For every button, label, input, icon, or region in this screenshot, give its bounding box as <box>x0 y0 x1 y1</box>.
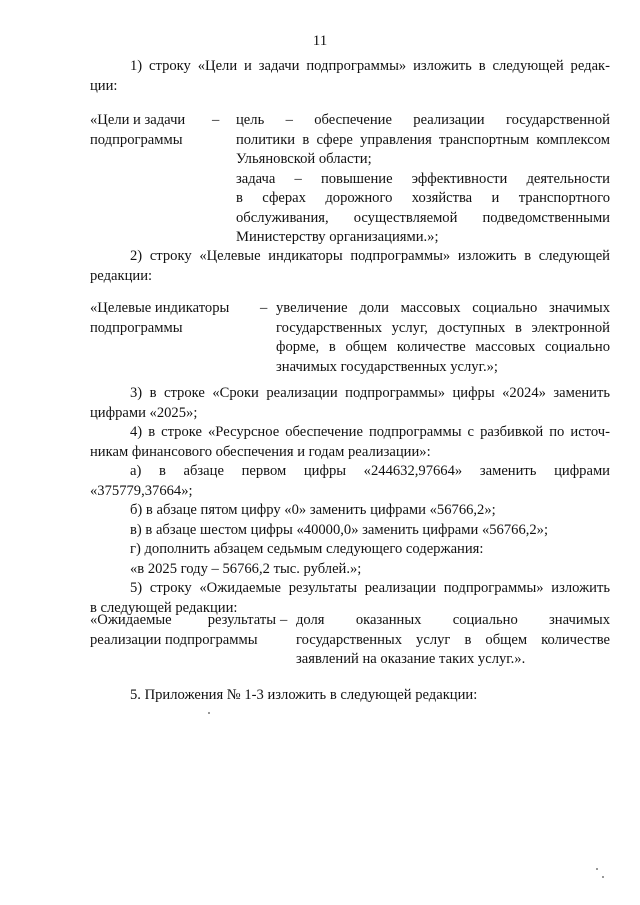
scan-speck <box>208 712 210 714</box>
item4-line2: никам финансового обеспечения и годам реализации»: <box>90 443 431 460</box>
item3-line2: цифрами «2025»; <box>90 404 198 421</box>
item2-line: увеличение доли массовых социально значимых <box>276 300 610 316</box>
item3-line1: 3) в строке «Сроки реализации подпрограммы» цифры «2024» заменить <box>130 385 610 401</box>
item1-label <box>90 111 220 150</box>
item2-line: значимых государственных услуг.»; <box>276 358 498 375</box>
item5-line: государственных услуг в общем количестве <box>296 631 610 648</box>
closing-paragraph <box>90 686 610 706</box>
item2-label <box>90 299 260 338</box>
item2-line: форме, в общем количестве массовых социально <box>276 339 610 355</box>
item4 <box>90 423 610 579</box>
item5-line: заявлений на оказание таких услуг.». <box>296 651 526 667</box>
item3 <box>90 384 610 423</box>
item2-dash: – <box>260 300 268 316</box>
item2-label-line1: «Целевые индикаторы <box>90 300 230 316</box>
item4-b: б) в абзаце пятом цифру «0» заменить цифрами «56766,2»; <box>130 502 496 518</box>
item5-label-line2: реализации подпрограммы <box>90 631 258 648</box>
item1-line: политики в сфере управления транспортным комплексом <box>236 131 610 148</box>
item5-line: доля оказанных социально значимых <box>296 612 610 628</box>
item2-intro-line1: 2) строку «Целевые индикаторы подпрограммы» изложить в следующей <box>130 248 610 264</box>
closing-line: 5. Приложения № 1-3 изложить в следующей редакции: <box>130 687 478 703</box>
item1-dash: – <box>212 112 220 128</box>
item5-dash: – <box>280 612 288 628</box>
item5-label <box>90 611 280 650</box>
item5-intro-line2: в следующей редакции: <box>90 599 238 616</box>
item2-content <box>276 299 610 377</box>
page-number: 11 <box>312 33 328 49</box>
scan-speck <box>596 868 598 870</box>
item1-line: обслуживания, осуществляемой подведомственными <box>236 209 610 226</box>
scan-speck <box>602 876 604 878</box>
item4-a-line1: а) в абзаце первом цифры «244632,97664» заменить цифрами <box>130 463 610 479</box>
item1-line: задача – повышение эффективности деятельности <box>236 170 610 187</box>
item1-line: Ульяновской области; <box>236 151 372 167</box>
item1-label-line2: подпрограммы <box>90 131 183 148</box>
item4-g-quote: «в 2025 году – 56766,2 тыс. рублей.»; <box>130 560 362 577</box>
item1-line: цель – обеспечение реализации государственной <box>236 112 610 128</box>
item2-intro <box>90 247 610 286</box>
item2-row <box>90 299 610 379</box>
item1-line: Министерству организациями.»; <box>236 229 439 245</box>
item2-label-line2: подпрограммы <box>90 319 183 336</box>
item1-intro <box>90 57 610 96</box>
item4-line1: 4) в строке «Ресурсное обеспечение подпрограммы с разбивкой по источ- <box>130 424 610 440</box>
item5-row <box>90 611 610 671</box>
item1-intro-line2: ции: <box>90 77 118 94</box>
item1-content <box>236 111 610 248</box>
item1-label-line1: «Цели и задачи <box>90 112 186 128</box>
item4-v: в) в абзаце шестом цифры «40000,0» заменить цифрами «56766,2»; <box>130 521 549 538</box>
item1-row <box>90 111 610 251</box>
item5-intro-line1: 5) строку «Ожидаемые результаты реализации подпрограммы» изложить <box>130 580 610 596</box>
item4-g: г) дополнить абзацем седьмым следующего содержания: <box>130 541 484 557</box>
item2-intro-line2: редакции: <box>90 267 153 284</box>
item1-intro-line1: 1) строку «Цели и задачи подпрограммы» изложить в следующей редак- <box>130 58 610 74</box>
item1-line: в сферах дорожного хозяйства и транспортного <box>236 190 610 206</box>
item4-a-line2: «375779,37664»; <box>90 482 193 499</box>
item5-content <box>296 611 610 670</box>
item5-label-line1: «Ожидаемые результаты <box>90 612 276 628</box>
item2-line: государственных услуг, доступных в электронной <box>276 319 610 336</box>
